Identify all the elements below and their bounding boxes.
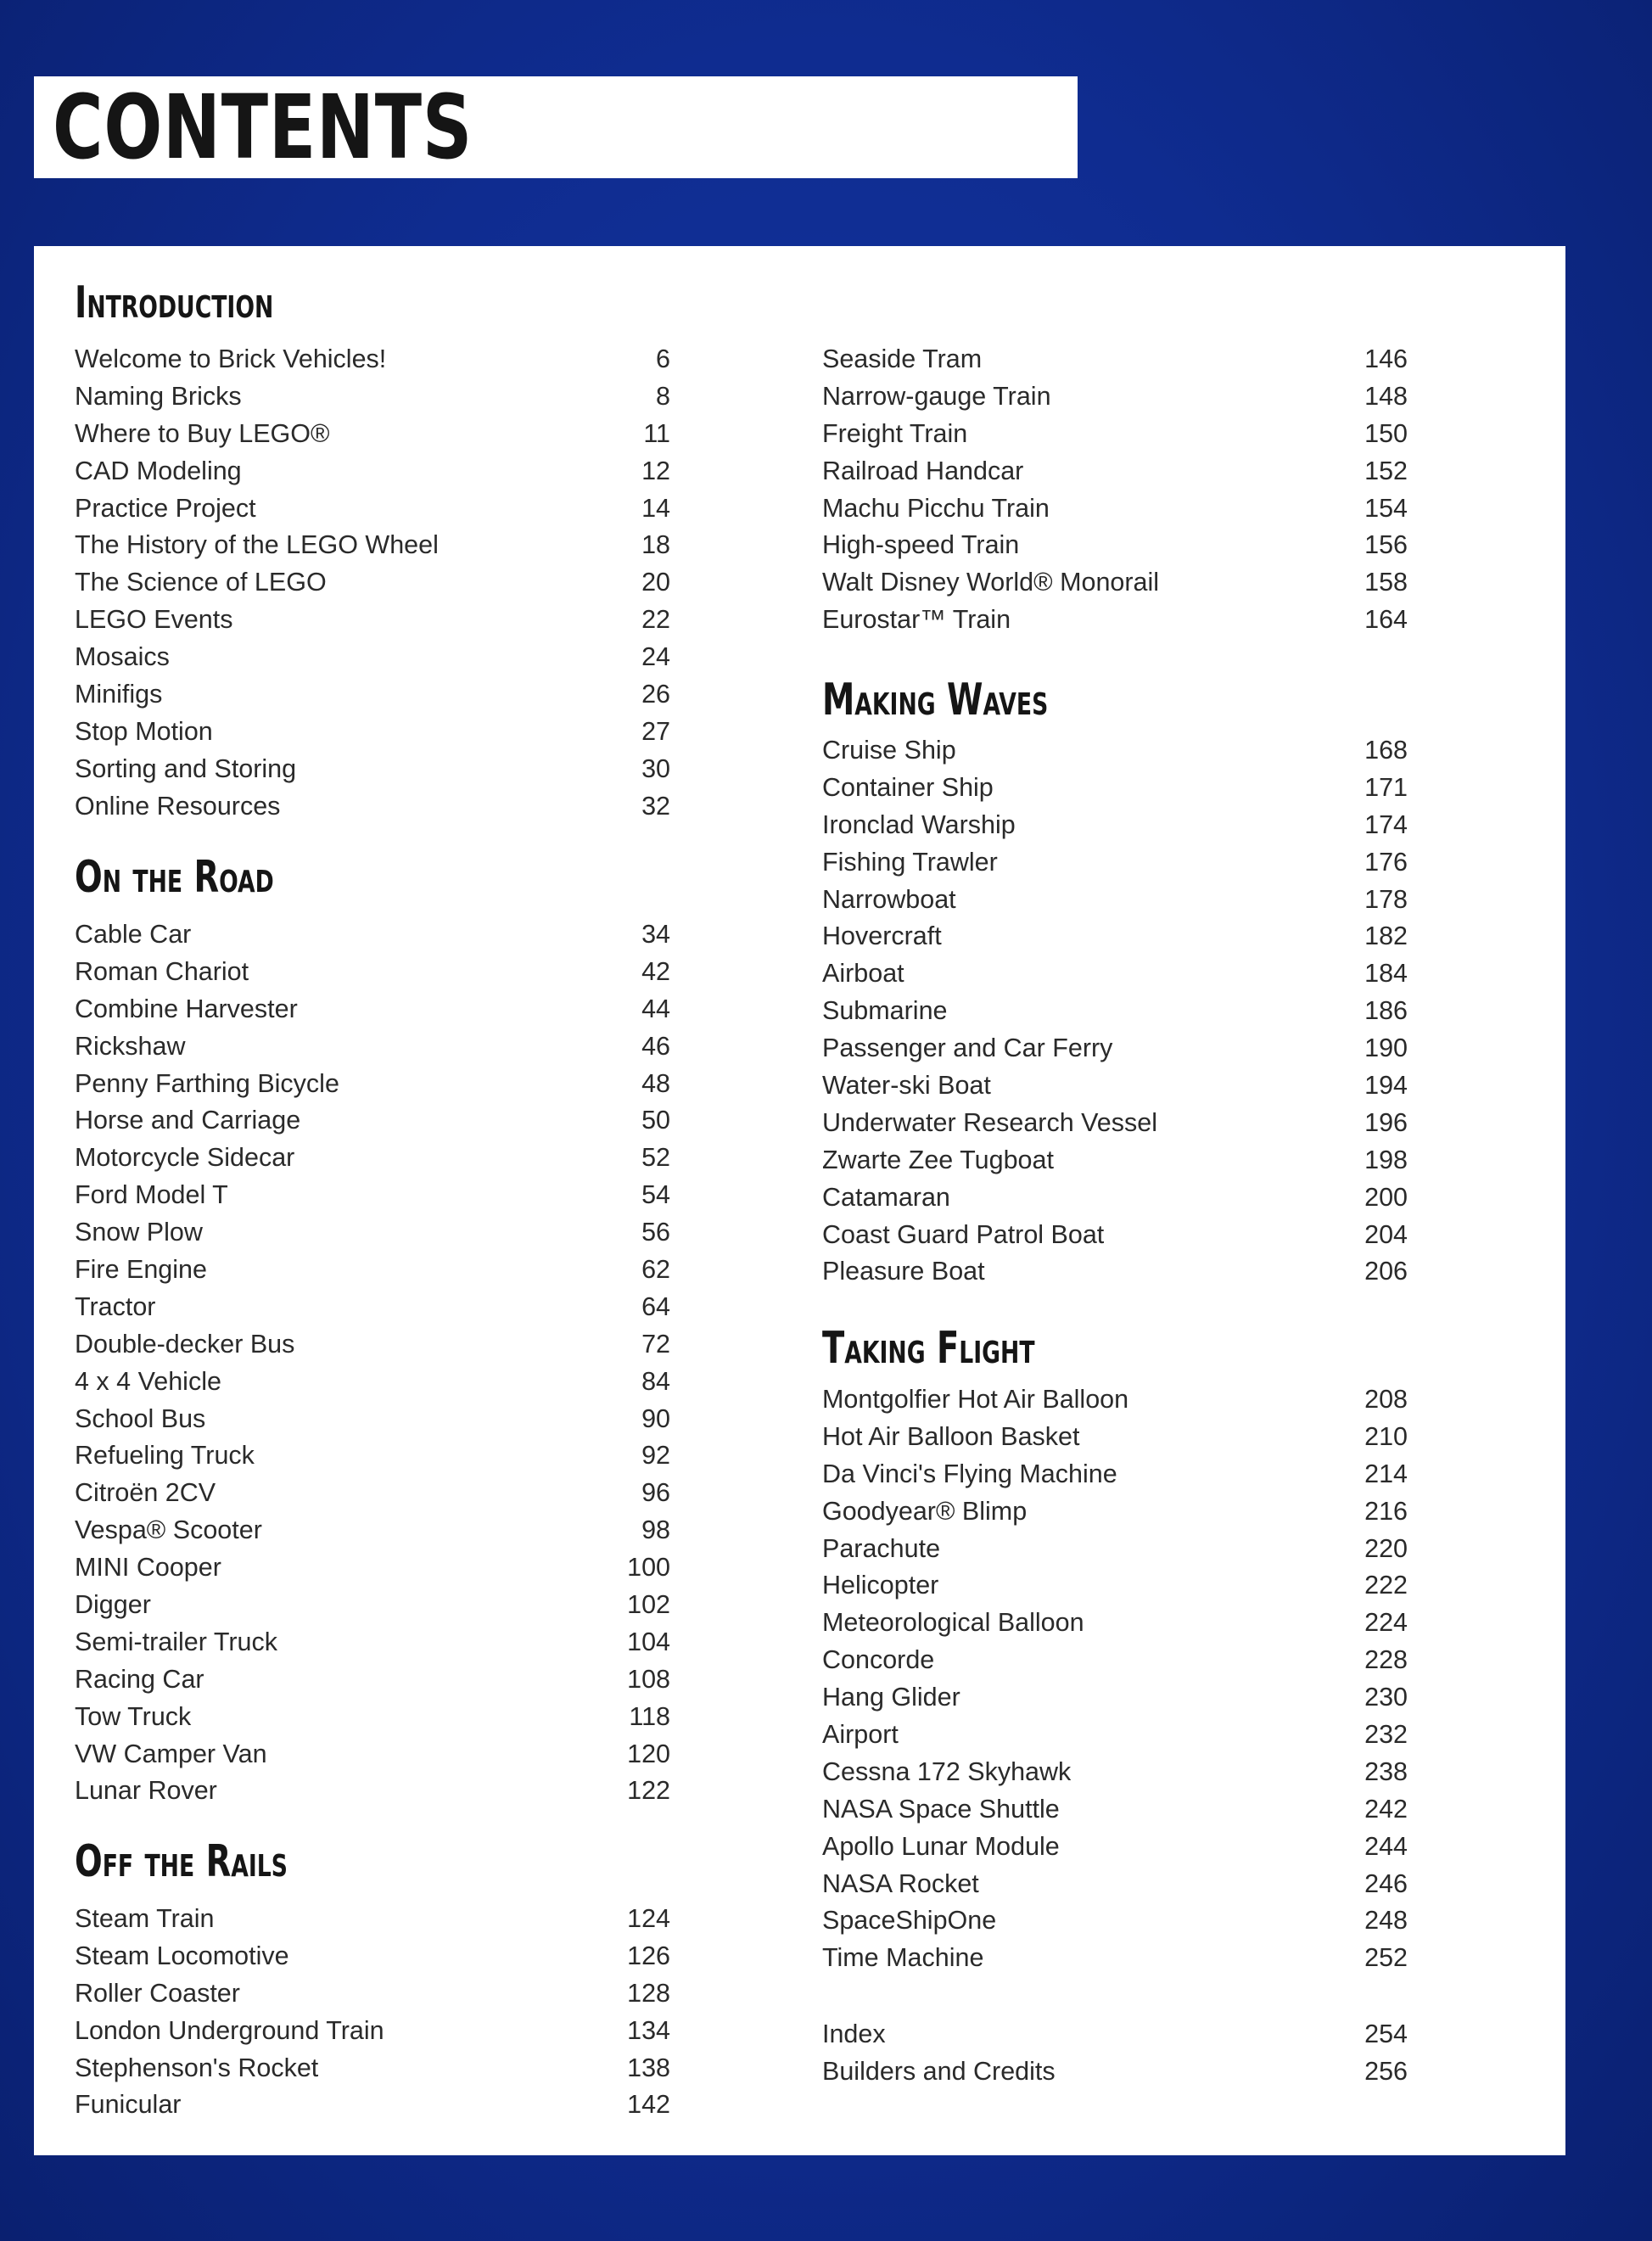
toc-entry-title: Roman Chariot — [75, 956, 249, 986]
toc-entry — [822, 1605, 1408, 1642]
toc-entry — [75, 1401, 670, 1438]
toc-entry — [75, 788, 670, 826]
toc-entry — [822, 1642, 1408, 1679]
toc-entry-page-number: 72 — [641, 1329, 670, 1359]
toc-entry-title: Snow Plow — [75, 1218, 203, 1247]
toc-entry-page-number: 158 — [1364, 568, 1408, 597]
toc-entry-page-number: 20 — [641, 568, 670, 597]
toc-entry-page-number: 254 — [1364, 2020, 1408, 2048]
toc-entry-title: LEGO Events — [75, 605, 233, 635]
toc-entry-title: High-speed Train — [822, 530, 1020, 560]
toc-entry — [822, 1679, 1408, 1717]
toc-entry-page-number: 126 — [627, 1941, 670, 1970]
toc-entry-title: Narrow-gauge Train — [822, 381, 1051, 411]
toc-entry — [822, 1754, 1408, 1791]
toc-entry-page-number: 230 — [1364, 1683, 1408, 1712]
toc-entry-title: Airboat — [822, 959, 904, 989]
toc-entry-page-number: 204 — [1364, 1219, 1408, 1249]
toc-entry-title: Hovercraft — [822, 922, 942, 951]
toc-entry-title: London Underground Train — [75, 2015, 384, 2045]
toc-entry-title: Freight Train — [822, 418, 968, 448]
toc-entry — [75, 1624, 670, 1661]
toc-entry-page-number: 174 — [1364, 810, 1408, 839]
toc-entry-title: Sorting and Storing — [75, 754, 297, 783]
toc-entry — [822, 416, 1408, 453]
toc-entry-page-number: 98 — [641, 1515, 670, 1545]
section-heading-introduction: Introduction — [75, 277, 274, 328]
toc-entry — [75, 1066, 670, 1103]
toc-entry-page-number: 164 — [1364, 605, 1408, 635]
toc-entry — [75, 490, 670, 528]
toc-entry-title: Mosaics — [75, 642, 170, 672]
toc-entry-page-number: 210 — [1364, 1421, 1408, 1451]
toc-entry-title: Da Vinci's Flying Machine — [822, 1459, 1117, 1488]
toc-entry-page-number: 34 — [641, 920, 670, 949]
toc-entry-title: Naming Bricks — [75, 381, 242, 411]
toc-entry-page-number: 222 — [1364, 1571, 1408, 1600]
toc-entry — [822, 2016, 1408, 2053]
toc-entry-page-number: 196 — [1364, 1107, 1408, 1137]
toc-entry-title: Motorcycle Sidecar — [75, 1143, 295, 1173]
toc-entry — [75, 1512, 670, 1549]
toc-entry-page-number: 228 — [1364, 1645, 1408, 1675]
section-list-taking-flight — [822, 1381, 1408, 1977]
toc-entry-title: Zwarte Zee Tugboat — [822, 1145, 1054, 1174]
toc-entry-title: The History of the LEGO Wheel — [75, 530, 439, 560]
toc-entry-page-number: 146 — [1364, 345, 1408, 373]
toc-entry-page-number: 27 — [641, 716, 670, 746]
toc-entry — [75, 564, 670, 602]
toc-entry-title: Welcome to Brick Vehicles! — [75, 345, 387, 373]
toc-entry-page-number: 214 — [1364, 1459, 1408, 1488]
toc-entry — [822, 564, 1408, 602]
toc-entry — [822, 453, 1408, 490]
toc-entry-title: Hot Air Balloon Basket — [822, 1421, 1080, 1451]
toc-entry-title: Concorde — [822, 1645, 935, 1675]
toc-entry-title: Stop Motion — [75, 716, 213, 746]
toc-entry — [75, 1773, 670, 1810]
toc-entry — [822, 1253, 1408, 1291]
toc-entry-title: Online Resources — [75, 791, 281, 821]
toc-entry-title: MINI Cooper — [75, 1553, 221, 1583]
section-list-introduction — [75, 341, 670, 826]
toc-entry-title: Cable Car — [75, 920, 192, 949]
toc-entry-title: Funicular — [75, 2090, 182, 2120]
toc-entry-page-number: 122 — [627, 1776, 670, 1806]
page-title: CONTENTS — [53, 76, 473, 179]
toc-entry-title: Meteorological Balloon — [822, 1608, 1084, 1638]
toc-entry — [75, 1437, 670, 1475]
toc-entry — [75, 2050, 670, 2087]
toc-entry-page-number: 52 — [641, 1143, 670, 1173]
toc-entry — [75, 1177, 670, 1214]
toc-entry-title: Ironclad Warship — [822, 810, 1016, 839]
toc-entry-title: Cruise Ship — [822, 736, 956, 765]
toc-entry — [75, 1975, 670, 2013]
toc-entry-page-number: 242 — [1364, 1794, 1408, 1824]
toc-entry-title: Minifigs — [75, 680, 163, 709]
toc-entry — [822, 602, 1408, 639]
contents-panel — [34, 246, 1565, 2155]
contents-title-bar — [34, 76, 1078, 178]
toc-entry-page-number: 156 — [1364, 530, 1408, 560]
toc-entry — [75, 991, 670, 1028]
toc-entry-title: Ford Model T — [75, 1180, 228, 1210]
toc-entry — [822, 1567, 1408, 1605]
toc-entry-page-number: 184 — [1364, 959, 1408, 989]
toc-entry-title: CAD Modeling — [75, 456, 242, 485]
toc-entry-title: Seaside Tram — [822, 345, 983, 373]
toc-entry-page-number: 138 — [627, 2053, 670, 2082]
toc-entry — [822, 490, 1408, 528]
toc-entry — [75, 341, 670, 378]
toc-entry-page-number: 216 — [1364, 1496, 1408, 1526]
toc-entry-page-number: 198 — [1364, 1145, 1408, 1174]
toc-entry-title: Underwater Research Vessel — [822, 1107, 1157, 1137]
toc-entry-title: Goodyear® Blimp — [822, 1496, 1028, 1526]
toc-entry-title: Where to Buy LEGO® — [75, 418, 330, 448]
toc-entry-title: Builders and Credits — [822, 2056, 1056, 2086]
toc-entry-title: Refueling Truck — [75, 1441, 255, 1471]
toc-entry-page-number: 44 — [641, 994, 670, 1023]
toc-entry-title: Coast Guard Patrol Boat — [822, 1219, 1105, 1249]
toc-entry-page-number: 56 — [641, 1218, 670, 1247]
toc-entry-page-number: 176 — [1364, 847, 1408, 877]
toc-entry — [75, 954, 670, 991]
toc-entry-title: Apollo Lunar Module — [822, 1831, 1060, 1861]
toc-entry-page-number: 238 — [1364, 1756, 1408, 1786]
toc-entry-page-number: 154 — [1364, 493, 1408, 523]
toc-entry-page-number: 118 — [629, 1701, 670, 1731]
toc-entry-page-number: 128 — [627, 1978, 670, 2008]
toc-entry-title: Passenger and Car Ferry — [822, 1034, 1113, 1063]
toc-entry-page-number: 24 — [641, 642, 670, 672]
toc-entry-page-number: 248 — [1364, 1906, 1408, 1936]
toc-entry-title: Pleasure Boat — [822, 1257, 985, 1286]
toc-entry — [75, 2087, 670, 2124]
toc-entry — [822, 2053, 1408, 2091]
toc-entry — [822, 1791, 1408, 1829]
toc-entry-title: Racing Car — [75, 1664, 204, 1694]
toc-entry-page-number: 220 — [1364, 1533, 1408, 1563]
toc-entry — [822, 1493, 1408, 1531]
toc-entry-page-number: 104 — [627, 1627, 670, 1656]
toc-entry-page-number: 168 — [1364, 736, 1408, 765]
toc-entry-title: The Science of LEGO — [75, 568, 327, 597]
toc-entry — [822, 1829, 1408, 1866]
toc-entry — [75, 639, 670, 676]
toc-entry-title: Double-decker Bus — [75, 1329, 295, 1359]
toc-entry — [822, 1419, 1408, 1456]
toc-entry-page-number: 246 — [1364, 1868, 1408, 1898]
toc-entry — [822, 1866, 1408, 1903]
toc-entry — [75, 1475, 670, 1512]
section-heading-on-the-road: On the Road — [75, 852, 274, 903]
toc-entry-page-number: 244 — [1364, 1831, 1408, 1861]
toc-entry — [822, 844, 1408, 882]
toc-entry-title: Fishing Trawler — [822, 847, 998, 877]
toc-entry — [75, 1587, 670, 1624]
toc-entry-title: Walt Disney World® Monorail — [822, 568, 1160, 597]
toc-entry-title: Time Machine — [822, 1943, 984, 1973]
toc-entry — [822, 882, 1408, 919]
toc-entry — [822, 1940, 1408, 1977]
toc-entry — [75, 1661, 670, 1699]
toc-entry-page-number: 206 — [1364, 1257, 1408, 1286]
toc-entry — [75, 1289, 670, 1326]
toc-entry-title: Hang Glider — [822, 1683, 960, 1712]
toc-entry — [822, 527, 1408, 564]
section-list-on-the-road — [75, 916, 670, 1810]
toc-entry-page-number: 92 — [641, 1441, 670, 1471]
toc-entry — [75, 1901, 670, 1938]
toc-entry — [75, 602, 670, 639]
toc-entry — [822, 1531, 1408, 1568]
toc-entry-title: Fire Engine — [75, 1255, 207, 1285]
toc-entry — [822, 770, 1408, 807]
toc-entry-page-number: 96 — [641, 1478, 670, 1508]
toc-entry — [75, 916, 670, 954]
toc-entry-page-number: 200 — [1364, 1182, 1408, 1212]
toc-entry — [75, 1252, 670, 1289]
toc-entry-page-number: 46 — [641, 1031, 670, 1061]
toc-entry — [75, 453, 670, 490]
toc-entry-title: Catamaran — [822, 1182, 950, 1212]
toc-entry-page-number: 178 — [1364, 884, 1408, 914]
toc-entry — [822, 1217, 1408, 1254]
toc-entry — [822, 732, 1408, 770]
toc-entry-page-number: 208 — [1364, 1385, 1408, 1414]
section-heading-off-the-rails: Off the Rails — [75, 1836, 288, 1887]
toc-entry-page-number: 150 — [1364, 418, 1408, 448]
toc-entry-title: Penny Farthing Bicycle — [75, 1068, 339, 1098]
toc-entry-title: NASA Space Shuttle — [822, 1794, 1060, 1824]
toc-entry-title: SpaceShipOne — [822, 1906, 997, 1936]
section-list-making-waves — [822, 732, 1408, 1291]
toc-entry-page-number: 190 — [1364, 1034, 1408, 1063]
toc-entry-title: Cessna 172 Skyhawk — [822, 1756, 1072, 1786]
toc-entry-page-number: 124 — [627, 1904, 670, 1933]
toc-entry-page-number: 102 — [627, 1590, 670, 1620]
toc-entry-page-number: 8 — [656, 381, 670, 411]
toc-entry-page-number: 182 — [1364, 922, 1408, 951]
toc-entry-title: Airport — [822, 1720, 899, 1750]
toc-entry-title: Semi-trailer Truck — [75, 1627, 277, 1656]
toc-entry — [822, 1105, 1408, 1142]
toc-entry-title: NASA Rocket — [822, 1868, 979, 1898]
toc-entry-title: VW Camper Van — [75, 1739, 267, 1768]
toc-entry-title: Eurostar™ Train — [822, 605, 1011, 635]
toc-entry-title: Montgolfier Hot Air Balloon — [822, 1385, 1129, 1414]
toc-entry-page-number: 232 — [1364, 1720, 1408, 1750]
toc-entry-page-number: 90 — [641, 1403, 670, 1433]
toc-entry-page-number: 142 — [627, 2090, 670, 2120]
toc-entry-page-number: 26 — [641, 680, 670, 709]
toc-entry-page-number: 100 — [627, 1553, 670, 1583]
section-list-off-the-rails-continued — [822, 341, 1408, 639]
toc-entry-page-number: 62 — [641, 1255, 670, 1285]
toc-entry-title: Helicopter — [822, 1571, 939, 1600]
toc-entry-page-number: 32 — [641, 791, 670, 821]
toc-entry-page-number: 48 — [641, 1068, 670, 1098]
toc-entry-title: Parachute — [822, 1533, 941, 1563]
toc-entry — [822, 1067, 1408, 1105]
toc-entry-page-number: 18 — [641, 530, 670, 560]
toc-entry — [75, 1699, 670, 1736]
toc-entry — [75, 1549, 670, 1587]
toc-entry-title: Steam Locomotive — [75, 1941, 289, 1970]
toc-entry-page-number: 14 — [641, 493, 670, 523]
toc-entry — [822, 955, 1408, 993]
toc-entry — [822, 1381, 1408, 1419]
toc-entry — [75, 1736, 670, 1773]
toc-entry-page-number: 148 — [1364, 381, 1408, 411]
toc-entry — [75, 1214, 670, 1252]
toc-entry-title: Roller Coaster — [75, 1978, 240, 2008]
toc-entry-title: 4 x 4 Vehicle — [75, 1366, 221, 1396]
section-heading-taking-flight: Taking Flight — [822, 1323, 1035, 1374]
toc-entry — [75, 1140, 670, 1177]
toc-entry — [75, 527, 670, 564]
toc-entry-page-number: 84 — [641, 1366, 670, 1396]
toc-entry-title: Machu Picchu Train — [822, 493, 1050, 523]
toc-entry-page-number: 194 — [1364, 1071, 1408, 1101]
toc-entry-page-number: 30 — [641, 754, 670, 783]
toc-entry — [822, 993, 1408, 1030]
toc-entry-title: Digger — [75, 1590, 151, 1620]
toc-entry-title: Tow Truck — [75, 1701, 192, 1731]
toc-entry-title: Rickshaw — [75, 1031, 186, 1061]
toc-entry — [75, 1028, 670, 1066]
toc-entry-page-number: 54 — [641, 1180, 670, 1210]
toc-entry — [822, 1179, 1408, 1217]
toc-entry-title: Tractor — [75, 1291, 156, 1321]
toc-entry — [822, 807, 1408, 844]
toc-entry — [75, 714, 670, 751]
section-list-back-matter — [822, 2016, 1408, 2091]
toc-entry — [75, 1364, 670, 1401]
toc-entry-page-number: 256 — [1364, 2056, 1408, 2086]
toc-entry-page-number: 252 — [1364, 1943, 1408, 1973]
toc-entry-title: Narrowboat — [822, 884, 956, 914]
toc-entry-title: Submarine — [822, 996, 948, 1026]
toc-entry-title: Water-ski Boat — [822, 1071, 991, 1101]
toc-entry — [75, 1102, 670, 1140]
toc-entry-page-number: 224 — [1364, 1608, 1408, 1638]
section-list-off-the-rails — [75, 1901, 670, 2124]
toc-entry — [75, 751, 670, 788]
toc-entry-title: Horse and Carriage — [75, 1106, 301, 1135]
toc-entry-page-number: 22 — [641, 605, 670, 635]
toc-entry — [822, 1030, 1408, 1067]
toc-entry-page-number: 108 — [627, 1664, 670, 1694]
toc-entry-title: Container Ship — [822, 772, 994, 802]
toc-entry — [75, 416, 670, 453]
toc-entry-page-number: 171 — [1364, 772, 1408, 802]
toc-entry-title: School Bus — [75, 1403, 206, 1433]
toc-entry-title: Practice Project — [75, 493, 256, 523]
toc-entry — [75, 378, 670, 416]
toc-entry — [822, 378, 1408, 416]
toc-entry — [822, 1902, 1408, 1940]
toc-entry — [75, 2013, 670, 2050]
toc-entry-page-number: 134 — [627, 2015, 670, 2045]
toc-entry — [822, 918, 1408, 955]
toc-entry-page-number: 64 — [641, 1291, 670, 1321]
toc-entry-title: Stephenson's Rocket — [75, 2053, 319, 2082]
toc-entry-title: Lunar Rover — [75, 1776, 217, 1806]
toc-entry-page-number: 6 — [656, 345, 670, 373]
toc-entry-page-number: 11 — [643, 418, 670, 448]
toc-entry-title: Steam Train — [75, 1904, 215, 1933]
toc-entry — [75, 676, 670, 714]
toc-entry-page-number: 120 — [627, 1739, 670, 1768]
toc-entry-page-number: 186 — [1364, 996, 1408, 1026]
toc-entry — [822, 1456, 1408, 1493]
toc-entry — [75, 1326, 670, 1364]
toc-entry-page-number: 12 — [641, 456, 670, 485]
toc-entry-page-number: 152 — [1364, 456, 1408, 485]
toc-entry-title: Vespa® Scooter — [75, 1515, 262, 1545]
toc-entry-title: Citroën 2CV — [75, 1478, 216, 1508]
toc-entry — [822, 1142, 1408, 1179]
toc-entry-title: Index — [822, 2020, 886, 2048]
toc-entry-title: Railroad Handcar — [822, 456, 1024, 485]
section-heading-making-waves: Making Waves — [822, 675, 1049, 726]
toc-entry-page-number: 50 — [641, 1106, 670, 1135]
toc-entry-page-number: 42 — [641, 956, 670, 986]
toc-entry — [75, 1938, 670, 1975]
toc-entry — [822, 1717, 1408, 1754]
toc-entry — [822, 341, 1408, 378]
toc-entry-title: Combine Harvester — [75, 994, 298, 1023]
